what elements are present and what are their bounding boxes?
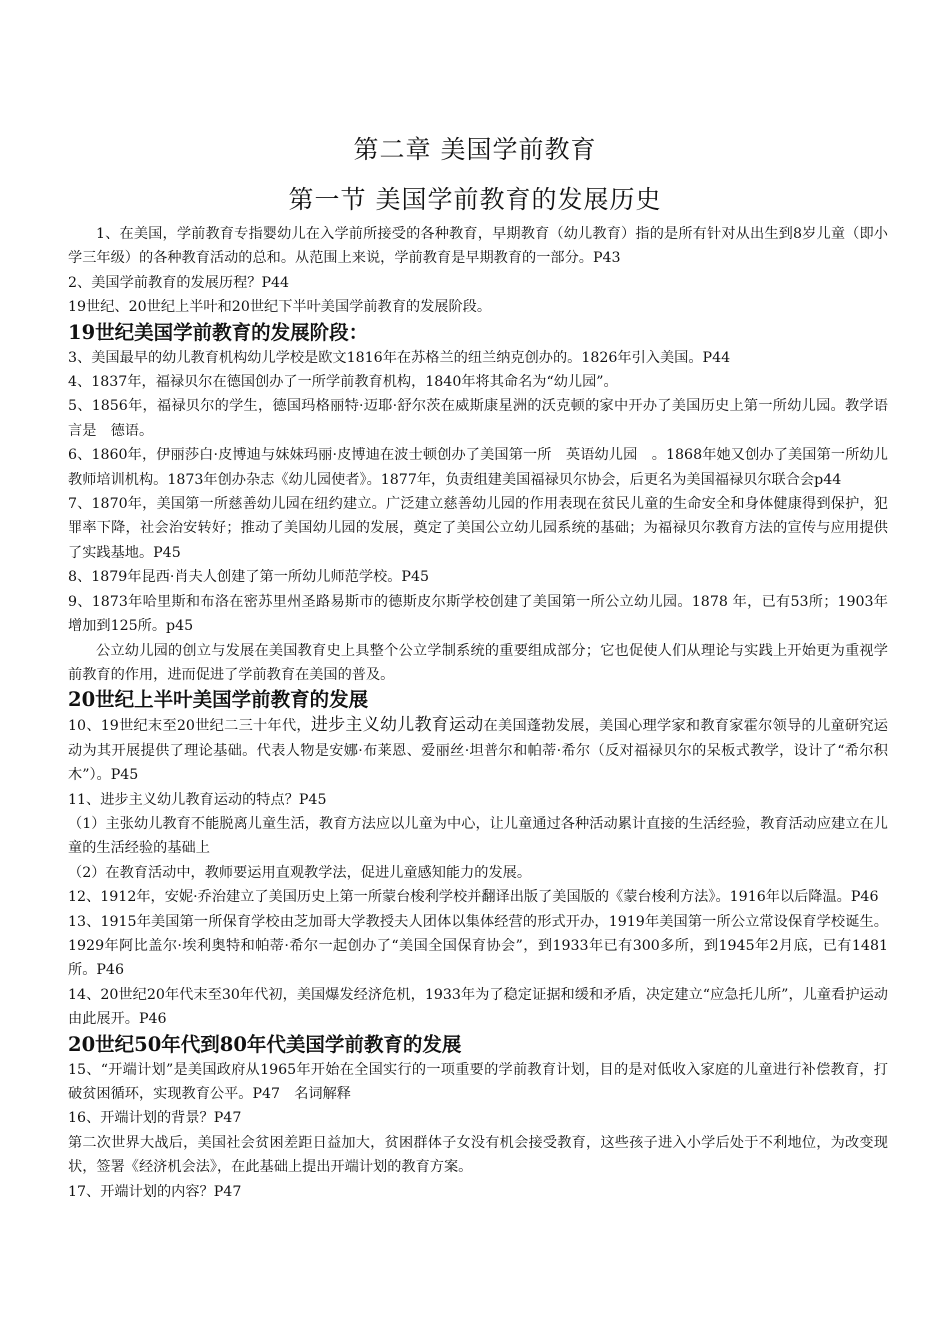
paragraph: 15、“开端计划”是美国政府从1965年开始在全国实行的一项重要的学前教育计划，目的是对低收入家庭的儿童进行补偿教育，打破贫困循环，实现教育公平。P47 名词解释	[68, 1061, 888, 1102]
chapter-title: 第二章 美国学前教育	[353, 135, 597, 164]
paragraph: 9、1873年哈里斯和布洛在密苏里州圣路易斯市的德斯皮尔斯学校创建了美国第一所公立幼儿园。1878 年，已有53所；1903年增加到125所。p45	[68, 593, 888, 635]
document-body	[68, 222, 888, 1204]
paragraph-lead: 10、19世纪末至20世纪二三十年代，	[68, 718, 311, 735]
paragraph: 1、在美国，学前教育专指婴幼儿在入学前所接受的各种教育，早期教育（幼儿教育）指的是所有针对从出生到8岁儿童（即小学三年级）的各种教育活动的总和。从范围上来说，学前教育是早期教育的一部分。P43	[68, 226, 888, 267]
paragraph: 公立幼儿园的创立与发展在美国教育史上具整个公立学制系统的重要组成部分；它也促使人们从理论与实践上开始更为重视学前教育的作用，进而促进了学前教育在美国的普及。	[68, 642, 888, 683]
paragraph: （1）主张幼儿教育不能脱离儿童生活，教育方法应以儿童为中心，让儿童通过各种活动累计直接的生活经验，教育活动应建立在儿童的生活经验的基础上	[68, 815, 888, 857]
paragraph: 8、1879年昆西·肖夫人创建了第一所幼儿师范学校。P45	[68, 569, 429, 586]
paragraph: 3、美国最早的幼儿教育机构幼儿学校是欧文1816年在苏格兰的纽兰纳克创办的。1826年引入美国。P44	[68, 349, 731, 366]
paragraph: 第二次世界大战后，美国社会贫困差距日益加大，贫困群体子女没有机会接受教育，这些孩子进入小学后处于不利地位，为改变现状，签署《经济机会法》，在此基础上提出开端计划的教育方案。	[68, 1134, 888, 1176]
paragraph: 19世纪、20世纪上半叶和20世纪下半叶美国学前教育的发展阶段。	[68, 299, 492, 316]
section-title: 第一节 美国学前教育的发展历史	[288, 185, 662, 214]
paragraph: 13、1915年美国第一所保育学校由芝加哥大学教授夫人团体以集体经营的形式开办，1919年美国第一所公立常设保育学校诞生。1929年阿比盖尔·埃利奥特和帕蒂·希尔一起创办了“美国全国保育协会”，到1933年已有300多所，到1945年2月底，已有1481所。P46	[68, 913, 888, 979]
paragraph-rest: 在美国蓬勃发展，美国心理学家和教育家霍尔领导的儿童研究运动为其开展提供了理论基础。代表人物是安娜·布莱恩、爱丽丝·坦普尔和帕蒂·希尔（反对福禄贝尔的呆板式教学，设计了“希尔积木”）。P45	[68, 718, 888, 784]
section-heading: 19世纪美国学前教育的发展阶段：	[68, 320, 369, 344]
paragraph	[68, 713, 888, 787]
paragraph: 14、20世纪20年代末至30年代初，美国爆发经济危机，1933年为了稳定证据和缓和矛盾，决定建立“应急托儿所”，儿童看护运动由此展开。P46	[68, 986, 888, 1028]
paragraph: 12、1912年，安妮·乔治建立了美国历史上第一所蒙台梭利学校并翻译出版了美国版的《蒙台梭利方法》。1916年以后降温。P46	[68, 889, 879, 906]
section-heading: 20世纪50年代到80年代美国学前教育的发展	[68, 1032, 462, 1056]
paragraph: 11、进步主义幼儿教育运动的特点？P45	[68, 791, 327, 808]
paragraph: 4、1837年，福禄贝尔在德国创办了一所学前教育机构，1840年将其命名为“幼儿园”。	[68, 374, 618, 391]
paragraph: 16、开端计划的背景？P47	[68, 1110, 242, 1127]
paragraph: 17、开端计划的内容？P47	[68, 1183, 242, 1200]
paragraph: （2）在教育活动中，教师要运用直观教学法，促进儿童感知能力的发展。	[68, 864, 532, 881]
paragraph: 2、美国学前教育的发展历程？P44	[68, 274, 290, 291]
emphasis-term: 进步主义幼儿教育运动	[310, 715, 484, 736]
paragraph: 6、1860年，伊丽莎白·皮博迪与妹妹玛丽·皮博迪在波士顿创办了美国第一所 英语幼儿园 。1868年她又创办了美国第一所幼儿教师培训机构。1873年创办杂志《幼儿园使者》。1877年，负责组建美国福禄贝尔协会，后更名为美国福禄贝尔联合会p44	[68, 447, 888, 488]
paragraph: 7、1870年，美国第一所慈善幼儿园在纽约建立。广泛建立慈善幼儿园的作用表现在贫民儿童的生命安全和身体健康得到保护，犯罪率下降，社会治安转好；推动了美国幼儿园的发展，奠定了美国公立幼儿园系统的基础；为福禄贝尔教育方法的宣传与应用提供了实践基地。P45	[68, 496, 888, 561]
paragraph: 5、1856年，福禄贝尔的学生，德国玛格丽特·迈耶·舒尔茨在威斯康星洲的沃克顿的家中开办了美国历史上第一所幼儿园。教学语言是 德语。	[68, 398, 888, 439]
section-heading: 20世纪上半叶美国学前教育的发展	[68, 688, 369, 712]
